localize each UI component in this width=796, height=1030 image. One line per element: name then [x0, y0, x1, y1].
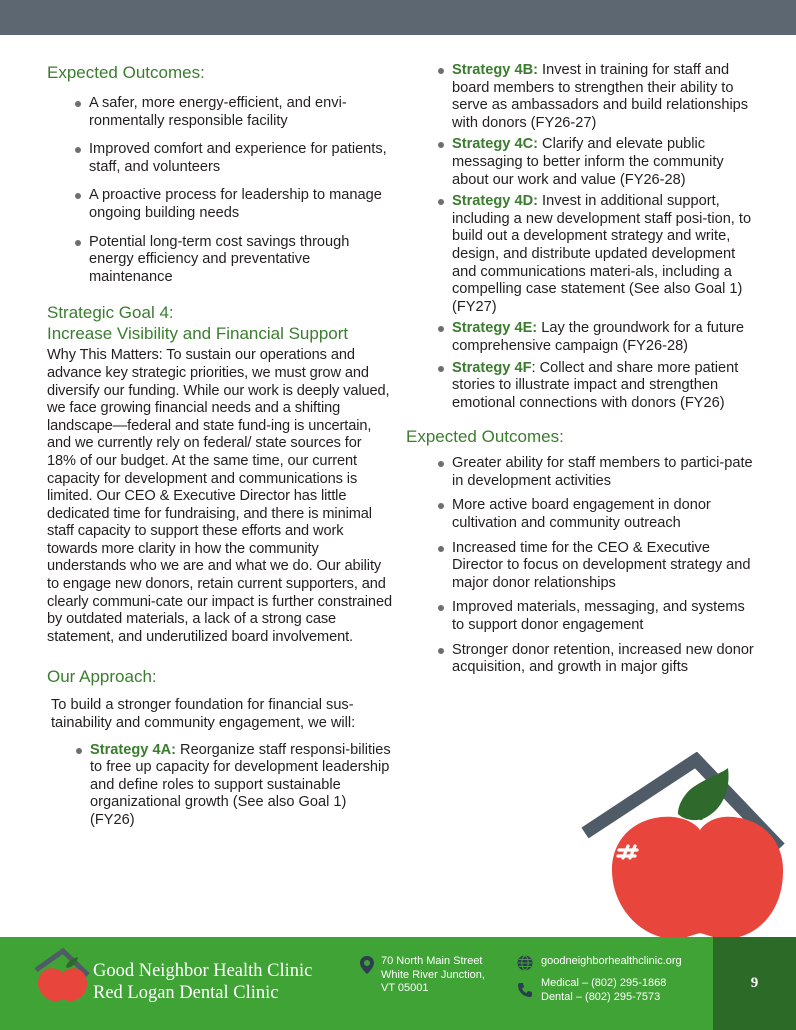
list-item: [438, 360, 754, 413]
list-item: Increased time for the CEO & Executive Director to focus on development strategy and major donor relationships: [438, 540, 754, 593]
phone-dental[interactable]: Dental – (802) 295-7573: [541, 990, 661, 1003]
list-item: More active board engagement in donor cultivation and community outreach: [438, 497, 754, 532]
website-link[interactable]: goodneighborhealthclinic.org: [541, 955, 682, 967]
list-item: [438, 320, 754, 355]
strategy-text: Clarify and elevate public messaging to better inform the community about our work and value (FY26-28): [452, 136, 724, 188]
strategic-goal-heading: [47, 302, 392, 344]
list-item: Stronger donor retention, increased new donor acquisition, and growth in major gifts: [438, 642, 754, 677]
globe-icon: [517, 955, 533, 971]
address-line-3: VT 05001: [381, 982, 429, 994]
strategy-text: Invest in additional support, including a new development staff posi-tion, to build out a development strategy and write, design, and distribute updated development and communications materi-als, including a compelling case statement (See also Goal 1) (FY27): [452, 193, 752, 315]
strategy-list-left: [76, 742, 392, 830]
strategy-name: Strategy 4D:: [452, 193, 538, 210]
list-item: Improved materials, messaging, and systems to support donor engagement: [438, 599, 754, 634]
phone-numbers: [541, 977, 666, 1004]
organization-names: [93, 960, 312, 1004]
strategy-name: Strategy 4F: [452, 359, 532, 376]
outcomes-list-2: [438, 455, 754, 677]
list-item: [76, 742, 392, 830]
address-line-2: White River Junction,: [381, 968, 485, 981]
list-item: Improved comfort and experience for patients, staff, and volunteers: [75, 141, 392, 176]
top-header-bar: [0, 0, 796, 35]
strategy-text: Lay the groundwork for a future comprehensive campaign (FY26-28): [452, 320, 745, 354]
org-name-dental-clinic: Red Logan Dental Clinic: [93, 983, 279, 1003]
strategy-name: Strategy 4E:: [452, 320, 538, 337]
address-line-1: 70 North Main Street: [381, 955, 483, 967]
strategy-name: Strategy 4B:: [452, 62, 538, 78]
page-number-box: [713, 937, 796, 1030]
outcomes-list: [75, 95, 392, 286]
strategy-name: Strategy 4A:: [90, 741, 176, 758]
list-item: A safer, more energy-efficient, and envi-ronmentally responsible facility: [75, 95, 392, 130]
list-item: Greater ability for staff members to partici-pate in development activities: [438, 455, 754, 490]
address: [381, 955, 485, 996]
house-apple-logo-icon: [33, 946, 91, 1002]
list-item: Potential long-term cost savings through energy efficiency and preventative maintenance: [75, 234, 392, 287]
strategy-text: Invest in training for staff and board members to strengthen their ability to serve as ambassadors and build relationships with donors (FY26-27): [452, 62, 749, 131]
location-pin-icon: [360, 956, 374, 974]
list-item: [438, 62, 754, 132]
strategy-name: Strategy 4C:: [452, 136, 538, 153]
page-number: 9: [750, 975, 759, 991]
expected-outcomes-heading: Expected Outcomes:: [47, 63, 205, 82]
expected-outcomes-heading-2: Expected Outcomes:: [406, 427, 564, 447]
phone-medical[interactable]: Medical – (802) 295-1868: [541, 977, 667, 989]
phone-icon: [517, 982, 533, 998]
our-approach-heading: Our Approach:: [47, 667, 157, 687]
list-item: A proactive process for leadership to manage ongoing building needs: [75, 187, 392, 222]
strategy-list-right: [438, 62, 754, 412]
strategy-text: : Collect and share more patient stories to illustrate impact and strengthen emotional connections with donors (FY26): [452, 359, 739, 411]
right-column: [406, 62, 754, 677]
list-item: [438, 136, 754, 189]
list-item: [438, 193, 754, 316]
approach-intro: To build a stronger foundation for financial sus-tainability and community engagement, we will:: [51, 697, 356, 732]
why-this-matters-paragraph: Why This Matters: To sustain our operations and advance key strategic priorities, we must grow and diversify our funding. While our work is deeply valued, we face growing financial needs and a shifting landscape—federal and state fund-ing is uncertain, and we currently rely on federal/ state sources for 18% of our budget. At the same time, our current capacity for development and communications is limited. Our CEO & Executive Director has little dedicated time for fundraising, and there is minimal staff capacity to support these efforts and work towards more clarity in how the community understands who we are and what we do. Our ability to engage new donors, retain current supporters, and clearly communi-cate our impact is further constrained by outdated materials, a lack of a strong case statement, and underutilized board involvement.: [47, 347, 392, 645]
goal-number: Strategic Goal 4:: [47, 303, 174, 323]
org-name-health-clinic: Good Neighbor Health Clinic: [93, 961, 313, 981]
goal-title: Increase Visibility and Financial Support: [47, 324, 349, 344]
left-column: [47, 62, 392, 830]
house-apple-illustration-icon: [575, 752, 787, 942]
strategy-text: Reorganize staff responsi-bilities to free up capacity for development leadership and define roles to support sustainable organizational growth (See also Goal 1) (FY26): [90, 741, 391, 828]
